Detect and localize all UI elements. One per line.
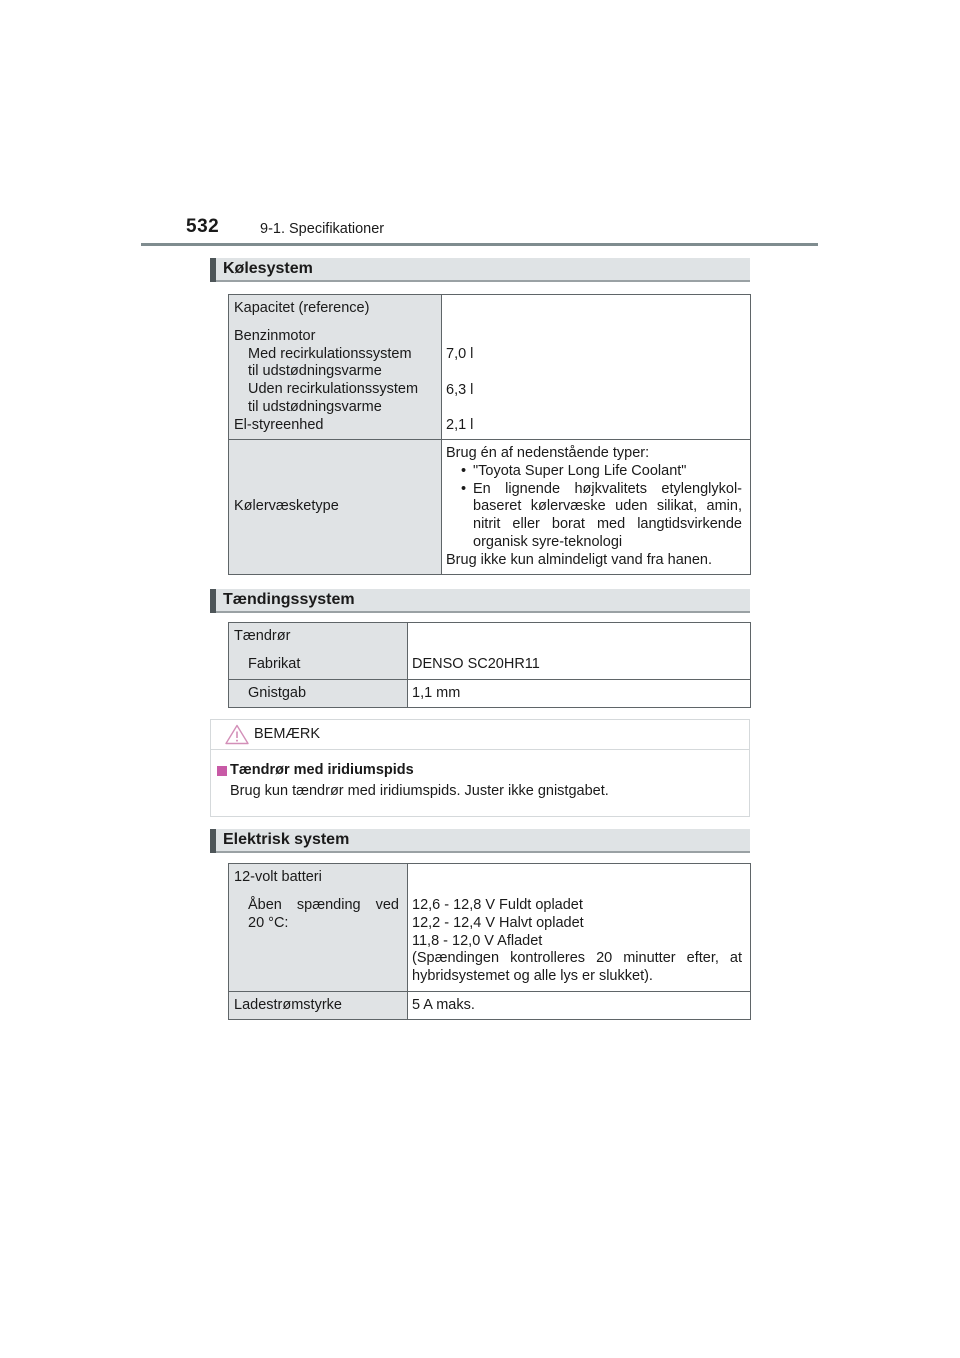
plug-label-cell (229, 623, 408, 680)
table-row (229, 440, 751, 575)
with-recirc-label: Med recirkulationssystem (248, 345, 412, 362)
make-label: Fabrikat (248, 655, 301, 672)
coolant-bullet-cont: nitrit eller borat med langtidsvirkende (473, 516, 742, 533)
table-row (229, 864, 751, 992)
charge-label-cell (229, 992, 408, 1020)
section-title: Elektrisk system (223, 831, 350, 848)
coolant-bullet-cont: baseret kølervæske uden silikat, amin, (473, 498, 742, 515)
make-value: DENSO SC20HR11 (412, 656, 540, 672)
plug-label: Tændrør (234, 628, 291, 644)
voltage-full: 12,6 - 12,8 V Fuldt opladet (412, 897, 583, 913)
notice-header (211, 720, 749, 750)
coolant-warning: Brug ikke kun almindeligt vand fra hanen. (446, 551, 712, 568)
charge-value: 5 A maks. (412, 997, 475, 1013)
make-value-cell (408, 623, 751, 680)
ecu-value: 2,1 l (446, 417, 474, 434)
coolant-label: Kølervæsketype (234, 498, 339, 515)
ignition-table (228, 622, 751, 708)
table-row (229, 680, 751, 708)
voltage-half: 12,2 - 12,4 V Halvt opladet (412, 914, 584, 931)
gap-label: Gnistgab (248, 685, 307, 701)
page-number: 532 (186, 216, 220, 237)
header-rule (141, 243, 818, 246)
voltage-note-2: hybridsystemet og alle lys er slukket). (412, 968, 653, 985)
table-row (229, 295, 751, 440)
section-heading-cooling (210, 258, 750, 282)
notice-box (210, 719, 750, 817)
electrical-table (228, 863, 751, 1020)
section-title: Tændingssystem (223, 591, 355, 608)
notice-subtitle: Tændrør med iridiumspids (230, 762, 414, 778)
table-row (229, 623, 751, 680)
table-row (229, 992, 751, 1020)
voltage-label: Åben spænding ved (248, 896, 399, 913)
voltage-note: (Spændingen kontrolleres 20 minutter efter, at (412, 950, 742, 967)
cooling-table (228, 294, 751, 575)
section-heading-electrical (210, 829, 750, 853)
capacity-label: Kapacitet (reference) (234, 300, 370, 316)
warning-icon (225, 724, 249, 749)
charge-value-cell (408, 992, 751, 1020)
notice-text: Brug kun tændrør med iridiumspids. Juster ikke gnistgabet. (230, 783, 609, 799)
coolant-label-cell (229, 440, 442, 575)
section-title: Kølesystem (223, 260, 313, 277)
battery-value-cell (408, 864, 751, 992)
battery-label: 12-volt batteri (234, 869, 322, 885)
ecu-label: El-styreenhed (234, 416, 324, 433)
gap-value-cell (408, 680, 751, 708)
without-recirc-value: 6,3 l (446, 381, 474, 398)
coolant-bullet: • En lignende højkvalitets etylenglykol- (446, 481, 742, 499)
accent-square (217, 766, 227, 776)
coolant-value-cell (442, 440, 751, 575)
chapter-title: 9-1. Specifikationer (260, 221, 385, 237)
voltage-label-2: 20 °C: (248, 914, 289, 931)
without-recirc-label: Uden recirkulationssystem (248, 381, 419, 398)
coolant-bullet: • "Toyota Super Long Life Coolant" (446, 463, 742, 481)
engine-label: Benzinmotor (234, 327, 316, 344)
notice-title: BEMÆRK (254, 726, 321, 742)
charge-label: Ladestrømstyrke (234, 997, 342, 1013)
with-recirc-value: 7,0 l (446, 346, 474, 362)
gap-label-cell (229, 680, 408, 708)
battery-label-cell (229, 864, 408, 992)
section-heading-ignition (210, 589, 750, 613)
voltage-discharged: 11,8 - 12,0 V Afladet (412, 932, 543, 949)
capacity-value-cell (442, 295, 751, 440)
with-recirc-label-2: til udstødningsvarme (248, 363, 382, 380)
gap-value: 1,1 mm (412, 685, 461, 701)
coolant-intro: Brug én af nedenstående typer: (446, 445, 650, 461)
capacity-label-cell (229, 295, 442, 440)
without-recirc-label-2: til udstødningsvarme (248, 398, 382, 415)
coolant-bullet-cont: organisk syre-teknologi (473, 533, 623, 550)
